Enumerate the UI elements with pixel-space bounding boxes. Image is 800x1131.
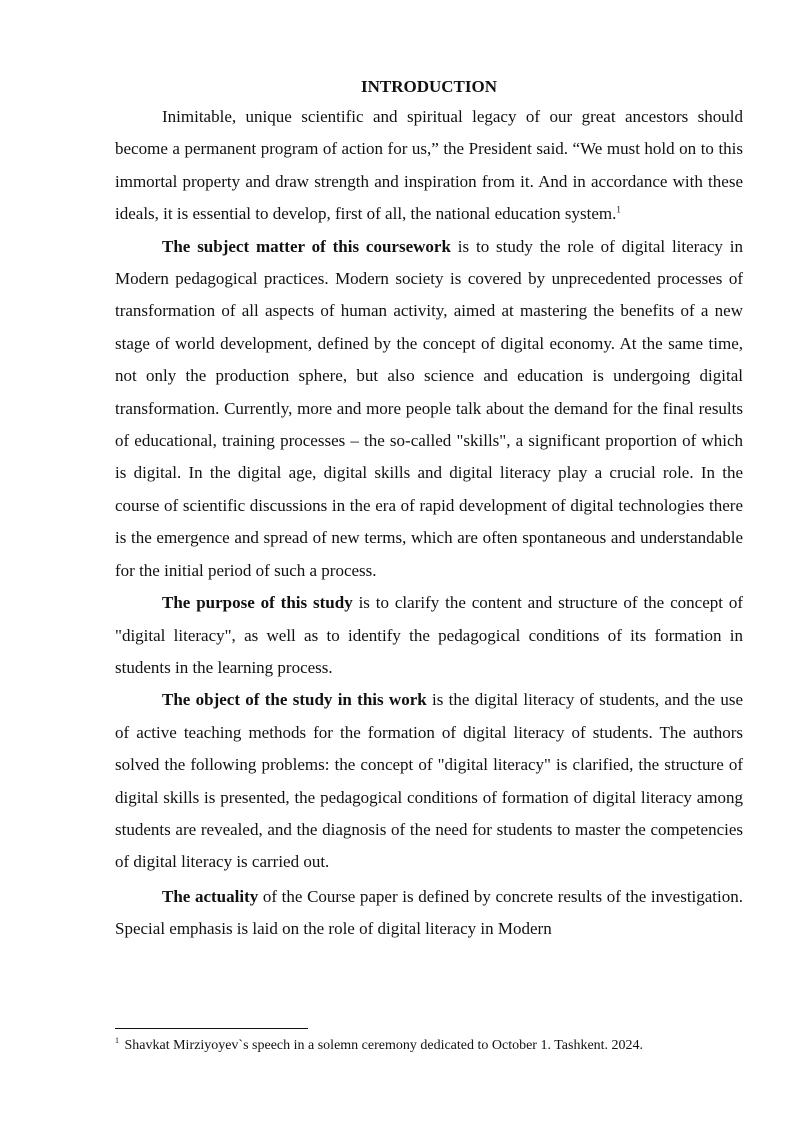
paragraph-actuality	[115, 881, 743, 946]
paragraph-object-text: is the digital literacy of students, and the use of active teaching methods for the formation of digital literacy of students. The authors solved the following problems: the concept of "digital literacy" is clarified, the structure of digital skills is presented, the pedagogical conditions of formation of digital literacy among students are revealed, and the diagnosis of the need for students to master the competencies of digital literacy is carried out.	[115, 690, 743, 872]
footnote-separator	[115, 1028, 308, 1029]
footnote-reference[interactable]: 1	[616, 204, 621, 215]
paragraph-actuality-lead: The actuality	[162, 886, 259, 906]
page-body	[115, 75, 743, 946]
paragraph-object	[115, 684, 743, 878]
page-title: INTRODUCTION	[360, 77, 498, 96]
footnote-mark: 1	[115, 1036, 119, 1046]
paragraph-subject-matter-lead: The subject matter of this coursework	[162, 236, 451, 256]
paragraph-actuality-text: of the Course paper is defined by concrete results of the investigation. Special emphasis is laid on the role of digital literacy in Modern	[115, 886, 744, 939]
footnote-text: Shavkat Mirziyoyev`s speech in a solemn ceremony dedicated to October 1. Tashkent. 2024.	[121, 1038, 644, 1053]
paragraph-object-lead: The object of the study in this work	[162, 690, 427, 710]
paragraph-subject-matter	[115, 231, 743, 587]
footnote	[115, 1037, 755, 1055]
paragraph-purpose-text: is to clarify the content and structure of the concept of "digital literacy", as well as to identify the pedagogical conditions of its formation in students in the learning process.	[115, 593, 743, 677]
paragraph-intro-text: Inimitable, unique scientific and spiritual legacy of our great ancestors should become a permanent program of action for us,” the President said. “We must hold on to this immortal property and draw strength and inspiration from it. And in accordance with these ideals, it is essential to develop, first of all, the national education system.	[115, 107, 743, 224]
paragraph-intro	[115, 101, 743, 231]
paragraph-purpose-lead: The purpose of this study	[162, 593, 353, 613]
paragraph-purpose	[115, 587, 743, 684]
paragraph-subject-matter-text: is to study the role of digital literacy in Modern pedagogical practices. Modern society is covered by unprecedented processes of transformation of all aspects of human activity, aimed at mastering the benefits of a new stage of world development, defined by the concept of digital economy. At the same time, not only the production sphere, but also science and education is undergoing digital transformation. Currently, more and more people talk about the demand for the final results of educational, training processes – the so-called "skills", a significant proportion of which is digital. In the digital age, digital skills and digital literacy play a crucial role. In the course of scientific discussions in the era of rapid development of digital technologies there is the emergence and spread of new terms, which are often spontaneous and understandable for the initial period of such a process.	[115, 236, 743, 580]
